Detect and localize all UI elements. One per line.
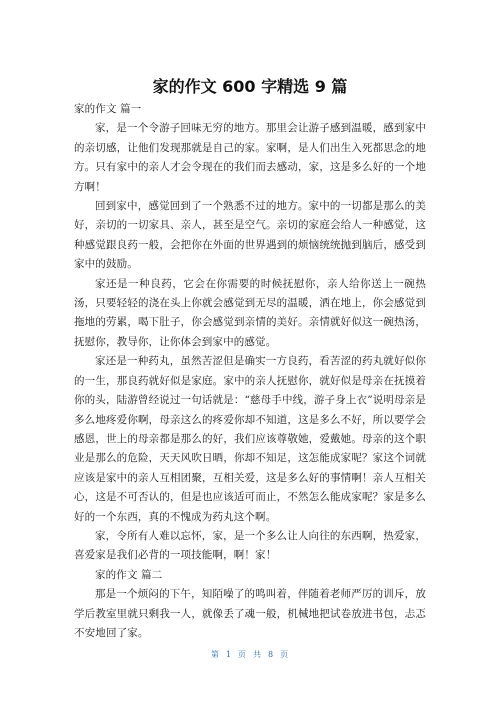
total-unit: 页 xyxy=(280,650,290,659)
document-body xyxy=(74,100,426,643)
document-title: 家的作文 600 字精选 9 篇 xyxy=(152,77,348,96)
section-heading: 家的作文 篇二 xyxy=(95,568,163,581)
paragraph: 家还是一种良药，它会在你需要的时候抚慰你，亲人给你送上一碗热汤，只要轻轻的浇在头上你就会感觉到无尽的温暖，洒在地上，你会感觉到拖地的劳累，喝下肚子，你会感觉到亲情的美好。亲情就好似这一碗热汤，抚慰你，教导你，让你体会到家中的感觉。 xyxy=(74,277,426,348)
page-label: 第 xyxy=(210,650,220,659)
section-heading: 家的作文 篇一 xyxy=(74,103,142,115)
paragraph: 那是一个烦闷的下午，知陌噪了的鸣叫着，伴随着老师严厉的训斥，放学后教室里就只剩我一人，就像丢了魂一般，机械地把试卷放进书包，忐忑不安地回了家。 xyxy=(74,588,426,639)
page-footer xyxy=(0,649,500,660)
paragraph: 回到家中，感觉回到了一个熟悉不过的地方。家中的一切都是那么的美好，亲切的一切家具、亲人，甚至是空气。亲切的家庭会给人一种感觉，这种感觉跟良药一般，会把你在外面的世界遇到的烦恼统统抛到脑后，感受到家中的鼓励。 xyxy=(74,200,426,271)
page-number: 1 xyxy=(225,650,232,659)
paragraph: 家还是一种药丸，虽然苦涩但是确实一方良药，看苦涩的药丸就好似你的一生，那良药就好似是家庭。家中的亲人抚慰你，就好似是母亲在抚摸着你的头，陆游曾经说过一句话就是：“慈母手中线，游子身上衣”说明母亲是多么地疼爱你啊，母亲这么的疼爱你却不知道，这是多么不好，所以要学会感恩，世上的母亲都是那么的好，我们应该尊敬她，爱戴她。母亲的这个职业是那么的危险，天天风吹日晒，你却不知足，这怎能成家呢？家这个词就应该是家中的亲人互相团聚，互相关爱，这是多么好的事情啊！亲人互相关心，这是不可否认的，但是也应该适可而止，不然怎么能成家呢？家是多么好的一个东西，真的不愧成为药丸这个啊。 xyxy=(74,355,426,523)
paragraph: 家，令所有人难以忘怀，家，是一个多么让人向往的东西啊，热爱家，喜爱家是我们必背的一项技能啊，啊！家！ xyxy=(74,529,426,562)
total-label: 共 xyxy=(253,650,262,659)
total-pages: 8 xyxy=(268,650,275,659)
paragraph: 家，是一个令游子回味无穷的地方。那里会让游子感到温暖，感到家中的亲切感，让他们发现那就是自己的家。家啊，是人们出生入死都思念的地方。只有家中的亲人才会令现在的我们而去感动，家，这是多么好的一个地方啊！ xyxy=(74,122,426,193)
page-unit: 页 xyxy=(238,650,247,659)
